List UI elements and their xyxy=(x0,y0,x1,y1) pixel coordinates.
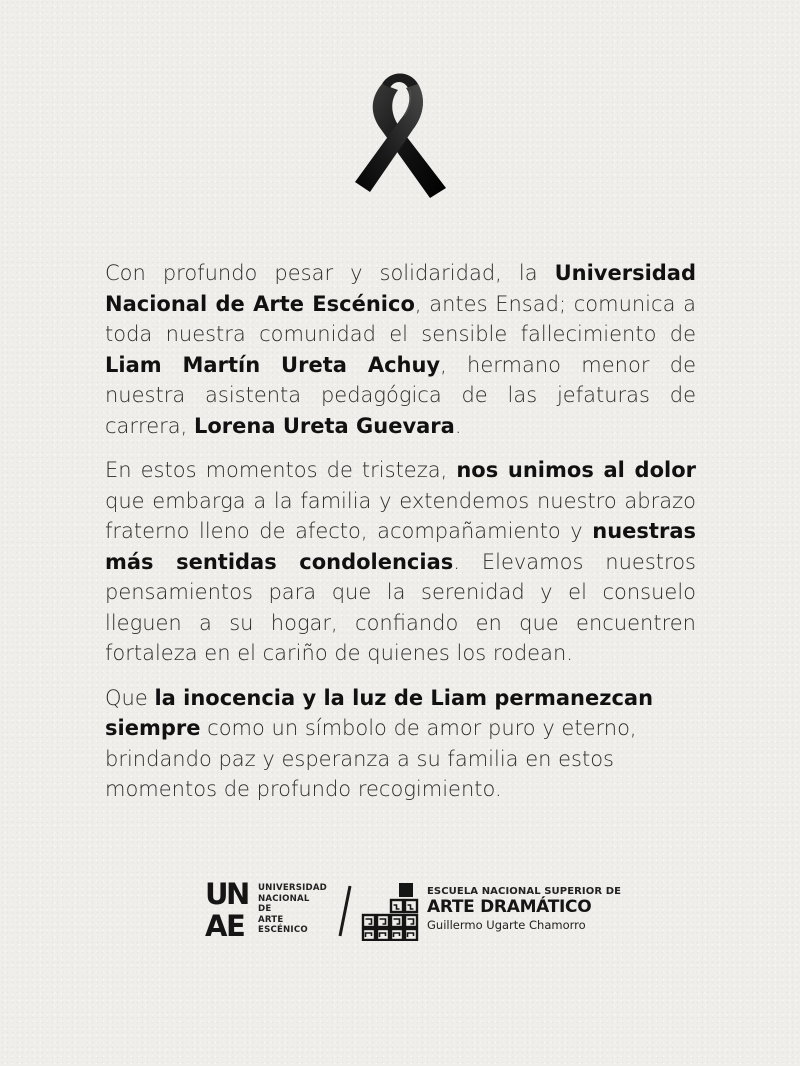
text-run: , hermano menor de nuestra asistenta pedagógica de las jefaturas de carrera, xyxy=(105,352,696,438)
unae-name-line: NACIONAL xyxy=(258,893,310,904)
text-run: . Elevamos nuestros pensamientos para que la serenidad y el consuelo lleguen a su hogar, confiando en que encuentren fortaleza en el cariño de quienes los rodean. xyxy=(105,549,696,665)
bold-text-run: la inocencia y la luz de Liam permanezcan siempre xyxy=(105,685,654,740)
unae-name-line: DE xyxy=(258,904,272,915)
bold-text-run: nos unimos al dolor xyxy=(456,458,696,482)
text-run: como un símbolo de amor puro y eterno, brindando paz y esperanza a su familia en estos momentos de profundo recogimiento. xyxy=(105,716,637,801)
text-run: En estos momentos de tristeza, xyxy=(105,458,457,482)
bold-text-run: nuestras más sentidas condolencias xyxy=(105,519,696,574)
text-run: Que xyxy=(105,685,155,710)
ensad-name-line3: Guillermo Ugarte Chamorro xyxy=(427,918,586,932)
text-run: que embarga a la familia y extendemos nuestro abrazo fraterno lleno de afecto, acompañamiento y xyxy=(105,488,696,543)
unae-letter: N xyxy=(226,877,250,911)
slash-divider xyxy=(333,883,357,939)
paragraph xyxy=(105,455,696,669)
bold-text-run: Liam Martín Ureta Achuy xyxy=(105,352,441,377)
ensad-logo-icon xyxy=(361,883,419,941)
paragraph xyxy=(105,258,696,441)
unae-name-line: ARTE xyxy=(258,914,284,925)
text-run: . xyxy=(454,413,462,438)
unae-logo xyxy=(205,877,255,943)
ensad-name-line2: ARTE DRAMÁTICO xyxy=(427,897,592,917)
unae-name-line: UNIVERSIDAD xyxy=(258,883,328,893)
text-run: Con profundo pesar y solidaridad, la xyxy=(105,261,555,285)
unae-letter: A xyxy=(205,909,227,943)
unae-letter: U xyxy=(205,877,228,911)
unae-letter: E xyxy=(226,909,245,943)
condolence-message xyxy=(105,258,696,819)
text-run: , antes Ensad; comunica a toda nuestra comunidad el sensible fallecimiento de xyxy=(105,291,697,346)
paragraph xyxy=(105,683,696,805)
mourning-ribbon-icon xyxy=(352,66,448,202)
footer-logos xyxy=(205,877,622,945)
unae-name-line: ESCÉNICO xyxy=(258,925,308,936)
ensad-name-line1: ESCUELA NACIONAL SUPERIOR DE xyxy=(427,886,622,897)
bold-text-run: Lorena Ureta Guevara xyxy=(194,413,455,438)
unae-name xyxy=(258,883,338,936)
bold-text-run: Universidad Nacional de Arte Escénico xyxy=(105,261,696,316)
ensad-name xyxy=(427,886,621,932)
